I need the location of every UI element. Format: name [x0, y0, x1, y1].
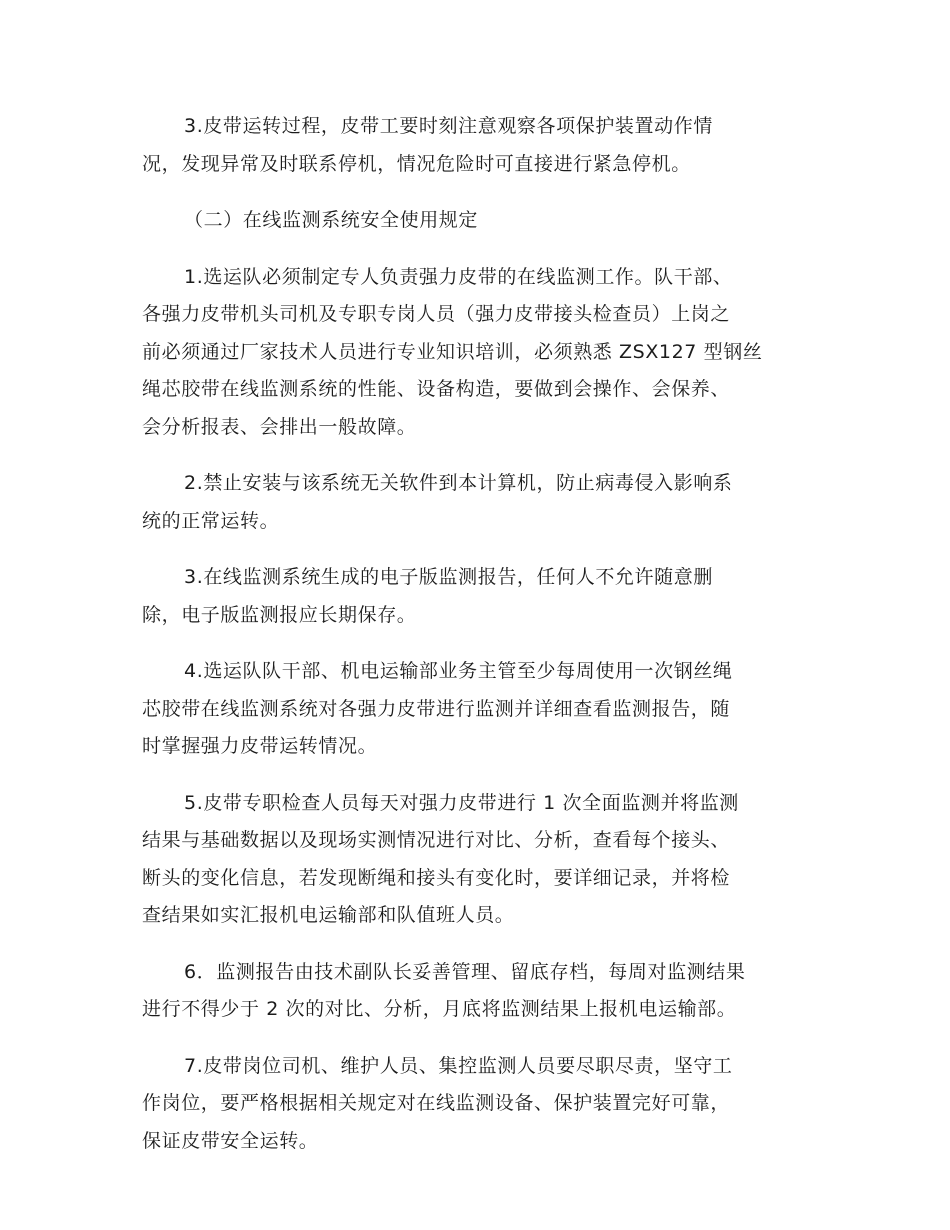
- text-line: 各强力皮带机头司机及专职专岗人员（强力皮带接头检查员）上岗之: [142, 303, 731, 325]
- text-line: 时掌握强力皮带运转情况。: [142, 735, 378, 757]
- list-item-6: [142, 954, 807, 1029]
- text-line: 3.在线监测系统生成的电子版监测报告，任何人不允许随意删: [184, 566, 713, 588]
- text-line: 会分析报表、会排出一般故障。: [142, 415, 417, 438]
- list-item-7: [142, 1048, 807, 1161]
- paragraph-belt-operation: [142, 108, 807, 183]
- text-line: 6．监测报告由技术副队长妥善管理、留底存档，每周对监测结果: [184, 960, 746, 983]
- document-body: [142, 108, 807, 1179]
- list-item-1: [142, 259, 807, 447]
- list-item-5: [142, 785, 807, 935]
- text-line: 结果与基础数据以及现场实测情况进行对比、分析，查看每个接头、: [142, 829, 731, 851]
- text-line: 除，电子版监测报应长期保存。: [142, 603, 417, 626]
- text-line: 芯胶带在线监测系统对各强力皮带进行监测并详细查看监测报告，随: [142, 697, 731, 720]
- text-line: 2.禁止安装与该系统无关软件到本计算机，防止病毒侵入影响系: [184, 472, 733, 494]
- section-heading: （二）在线监测系统安全使用规定: [184, 209, 479, 231]
- text-line: 绳芯胶带在线监测系统的性能、设备构造，要做到会操作、会保养、: [142, 378, 731, 400]
- list-item-4: [142, 653, 807, 766]
- text-line: 保证皮带安全运转。: [142, 1129, 319, 1152]
- text-line: 统的正常运转。: [142, 509, 280, 532]
- text-line: 作岗位，要严格根据相关规定对在线监测设备、保护装置完好可靠，: [142, 1092, 731, 1114]
- text-line: 7.皮带岗位司机、维护人员、集控监测人员要尽职尽责，坚守工: [184, 1054, 733, 1077]
- list-item-3: [142, 559, 807, 634]
- text-line: 3.皮带运转过程，皮带工要时刻注意观察各项保护装置动作情: [184, 115, 713, 137]
- list-item-2: [142, 465, 807, 540]
- text-line: 1.选运队必须制定专人负责强力皮带的在线监测工作。队干部、: [184, 265, 733, 288]
- text-line: 进行不得少于 2 次的对比、分析，月底将监测结果上报机电运输部。: [142, 998, 737, 1020]
- text-line: 4.选运队队干部、机电运输部业务主管至少每周使用一次钢丝绳: [184, 660, 733, 682]
- text-line: 前必须通过厂家技术人员进行专业知识培训，必须熟悉 ZSX127 型钢丝: [142, 340, 763, 363]
- text-line: 5.皮带专职检查人员每天对强力皮带进行 1 次全面监测并将监测: [184, 791, 739, 814]
- text-line: 断头的变化信息，若发现断绳和接头有变化时，要详细记录，并将检: [142, 866, 731, 889]
- text-line: 况，发现异常及时联系停机，情况危险时可直接进行紧急停机。: [142, 152, 691, 175]
- text-line: 查结果如实汇报机电运输部和队值班人员。: [142, 904, 515, 926]
